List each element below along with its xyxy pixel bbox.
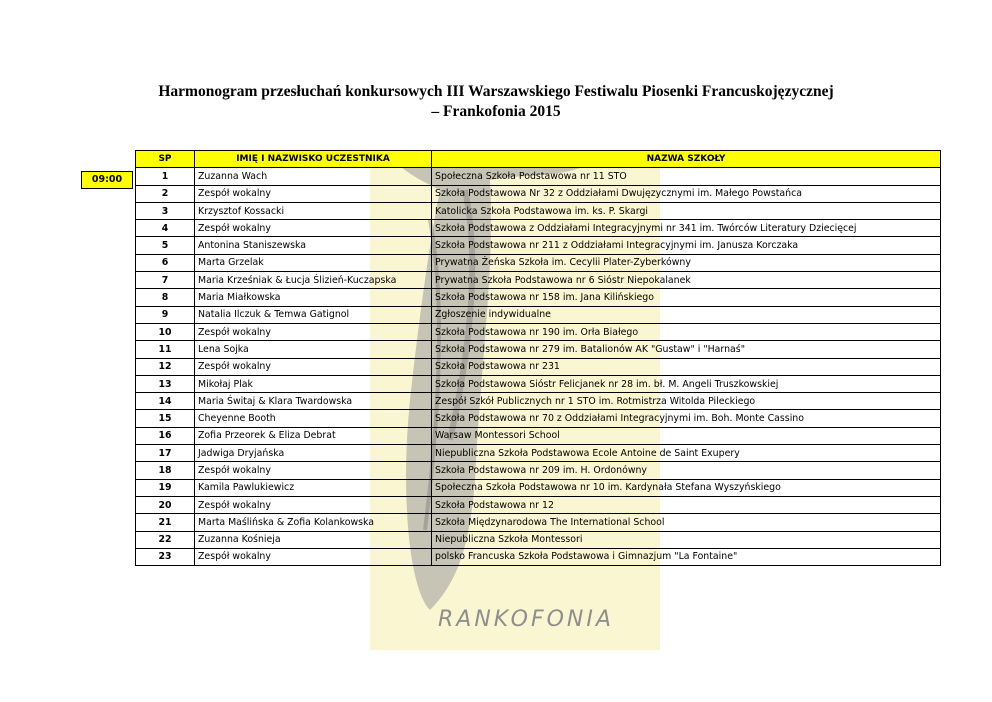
row-participant-name: Maria Krześniak & Łucja Ślizień-Kuczapska bbox=[195, 272, 432, 289]
row-school-name: Niepubliczna Szkoła Montessori bbox=[432, 531, 941, 548]
table-row bbox=[136, 427, 941, 444]
row-participant-name: Lena Sojka bbox=[195, 341, 432, 358]
row-sp-number: 12 bbox=[136, 358, 195, 375]
row-participant-name: Zespół wokalny bbox=[195, 462, 432, 479]
header-participant: IMIĘ I NAZWISKO UCZESTNIKA bbox=[195, 151, 432, 168]
row-sp-number: 8 bbox=[136, 289, 195, 306]
row-sp-number: 1 bbox=[136, 168, 195, 185]
table-row bbox=[136, 323, 941, 340]
table-row bbox=[136, 479, 941, 496]
row-sp-number: 17 bbox=[136, 445, 195, 462]
row-school-name: Szkoła Podstawowa nr 12 bbox=[432, 496, 941, 513]
table-row bbox=[136, 393, 941, 410]
page-subtitle: – Frankofonia 2015 bbox=[431, 103, 561, 120]
row-school-name: polsko Francuska Szkoła Podstawowa i Gimnazjum "La Fontaine" bbox=[432, 548, 941, 565]
row-sp-number: 18 bbox=[136, 462, 195, 479]
table-row bbox=[136, 445, 941, 462]
row-school-name: Szkoła Podstawowa Sióstr Felicjanek nr 28 im. bł. M. Angeli Truszkowskiej bbox=[432, 375, 941, 392]
row-participant-name: Maria Miałkowska bbox=[195, 289, 432, 306]
table-row bbox=[136, 341, 941, 358]
watermark-text: RANKOFONIA bbox=[438, 607, 614, 632]
row-sp-number: 19 bbox=[136, 479, 195, 496]
row-school-name: Szkoła Podstawowa nr 190 im. Orła Białego bbox=[432, 323, 941, 340]
schedule-table bbox=[135, 150, 941, 566]
row-school-name: Katolicka Szkoła Podstawowa im. ks. P. Skargi bbox=[432, 202, 941, 219]
row-participant-name: Antonina Staniszewska bbox=[195, 237, 432, 254]
row-participant-name: Mikołaj Plak bbox=[195, 375, 432, 392]
row-sp-number: 14 bbox=[136, 393, 195, 410]
header-school: NAZWA SZKOŁY bbox=[432, 151, 941, 168]
row-sp-number: 13 bbox=[136, 375, 195, 392]
row-sp-number: 10 bbox=[136, 323, 195, 340]
table-row bbox=[136, 358, 941, 375]
row-participant-name: Zespół wokalny bbox=[195, 358, 432, 375]
row-sp-number: 2 bbox=[136, 185, 195, 202]
row-school-name: Szkoła Podstawowa Nr 32 z Oddziałami Dwujęzycznymi im. Małego Powstańca bbox=[432, 185, 941, 202]
row-sp-number: 4 bbox=[136, 220, 195, 237]
row-school-name: Prywatna Żeńska Szkoła im. Cecylii Plater-Zyberkówny bbox=[432, 254, 941, 271]
row-school-name: Szkoła Podstawowa nr 231 bbox=[432, 358, 941, 375]
row-sp-number: 21 bbox=[136, 514, 195, 531]
page-title: Harmonogram przesłuchań konkursowych III Warszawskiego Festiwalu Piosenki Francuskojęzycznej bbox=[158, 83, 834, 100]
row-school-name: Niepubliczna Szkoła Podstawowa Ecole Antoine de Saint Exupery bbox=[432, 445, 941, 462]
schedule-rows bbox=[136, 168, 941, 566]
table-row bbox=[136, 254, 941, 271]
row-school-name: Warsaw Montessori School bbox=[432, 427, 941, 444]
table-row bbox=[136, 272, 941, 289]
table-row bbox=[136, 220, 941, 237]
row-participant-name: Zuzanna Wach bbox=[195, 168, 432, 185]
table-row bbox=[136, 202, 941, 219]
table-row bbox=[136, 548, 941, 565]
row-participant-name: Zuzanna Kośnieja bbox=[195, 531, 432, 548]
row-participant-name: Zespół wokalny bbox=[195, 496, 432, 513]
row-sp-number: 15 bbox=[136, 410, 195, 427]
row-sp-number: 23 bbox=[136, 548, 195, 565]
row-sp-number: 7 bbox=[136, 272, 195, 289]
row-sp-number: 5 bbox=[136, 237, 195, 254]
table-header-row bbox=[136, 151, 941, 168]
row-participant-name: Krzysztof Kossacki bbox=[195, 202, 432, 219]
row-participant-name: Cheyenne Booth bbox=[195, 410, 432, 427]
table-row bbox=[136, 410, 941, 427]
row-school-name: Szkoła Podstawowa nr 70 z Oddziałami Integracyjnymi im. Boh. Monte Cassino bbox=[432, 410, 941, 427]
row-school-name: Szkoła Podstawowa z Oddziałami Integracyjnymi nr 341 im. Twórców Literatury Dziecięcej bbox=[432, 220, 941, 237]
row-participant-name: Zespół wokalny bbox=[195, 548, 432, 565]
row-participant-name: Kamila Pawlukiewicz bbox=[195, 479, 432, 496]
row-participant-name: Zespół wokalny bbox=[195, 220, 432, 237]
row-school-name: Zgłoszenie indywidualne bbox=[432, 306, 941, 323]
row-participant-name: Zofia Przeorek & Eliza Debrat bbox=[195, 427, 432, 444]
row-school-name: Szkoła Międzynarodowa The International School bbox=[432, 514, 941, 531]
row-school-name: Prywatna Szkoła Podstawowa nr 6 Sióstr Niepokalanek bbox=[432, 272, 941, 289]
row-participant-name: Maria Świtaj & Klara Twardowska bbox=[195, 393, 432, 410]
row-participant-name: Jadwiga Dryjańska bbox=[195, 445, 432, 462]
row-participant-name: Natalia Ilczuk & Temwa Gatignol bbox=[195, 306, 432, 323]
table-row bbox=[136, 306, 941, 323]
time-slot: 09:00 bbox=[81, 171, 133, 189]
row-participant-name: Marta Maślińska & Zofia Kolankowska bbox=[195, 514, 432, 531]
row-participant-name: Zespół wokalny bbox=[195, 323, 432, 340]
table-row bbox=[136, 237, 941, 254]
row-school-name: Szkoła Podstawowa nr 158 im. Jana Kilińskiego bbox=[432, 289, 941, 306]
table-row bbox=[136, 185, 941, 202]
row-sp-number: 22 bbox=[136, 531, 195, 548]
table-row bbox=[136, 514, 941, 531]
table-row bbox=[136, 496, 941, 513]
row-sp-number: 9 bbox=[136, 306, 195, 323]
table-row bbox=[136, 462, 941, 479]
table-row bbox=[136, 168, 941, 185]
table-row bbox=[136, 375, 941, 392]
header-sp: SP bbox=[136, 151, 195, 168]
row-school-name: Społeczna Szkoła Podstawowa nr 11 STO bbox=[432, 168, 941, 185]
row-participant-name: Marta Grzelak bbox=[195, 254, 432, 271]
row-school-name: Szkoła Podstawowa nr 211 z Oddziałami Integracyjnymi im. Janusza Korczaka bbox=[432, 237, 941, 254]
row-school-name: Zespół Szkół Publicznych nr 1 STO im. Rotmistrza Witolda Pileckiego bbox=[432, 393, 941, 410]
row-sp-number: 11 bbox=[136, 341, 195, 358]
table-row bbox=[136, 531, 941, 548]
row-sp-number: 3 bbox=[136, 202, 195, 219]
row-sp-number: 16 bbox=[136, 427, 195, 444]
row-sp-number: 20 bbox=[136, 496, 195, 513]
row-school-name: Szkoła Podstawowa nr 279 im. Batalionów AK "Gustaw" i "Harnaś" bbox=[432, 341, 941, 358]
row-school-name: Społeczna Szkoła Podstawowa nr 10 im. Kardynała Stefana Wyszyńskiego bbox=[432, 479, 941, 496]
row-school-name: Szkoła Podstawowa nr 209 im. H. Ordonówny bbox=[432, 462, 941, 479]
row-participant-name: Zespół wokalny bbox=[195, 185, 432, 202]
table-row bbox=[136, 289, 941, 306]
row-sp-number: 6 bbox=[136, 254, 195, 271]
